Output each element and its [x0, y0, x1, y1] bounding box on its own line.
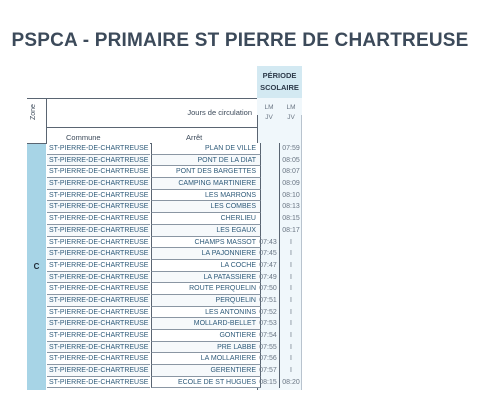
time-cell-1: 07:53	[259, 320, 277, 328]
commune-cell: ST-PIERRE-DE-CHARTREUSE	[47, 166, 150, 178]
table-row	[47, 213, 317, 225]
commune-cell: ST-PIERRE-DE-CHARTREUSE	[47, 342, 150, 354]
period-line-1: PÉRIODE	[262, 71, 297, 80]
time-cell-2: 08:10	[279, 190, 302, 202]
zone-letter: C	[33, 262, 40, 271]
time-cell-1: 07:45	[259, 250, 277, 258]
table-row	[47, 272, 317, 284]
time-cell-1: 07:49	[259, 273, 277, 281]
time-cell-2: I	[279, 353, 302, 365]
time-cell-1: 07:47	[259, 261, 277, 269]
table-row	[47, 248, 317, 260]
commune-cell: ST-PIERRE-DE-CHARTREUSE	[47, 272, 150, 284]
stop-cell: LA PAJONNIERE	[151, 248, 261, 260]
commune-cell: ST-PIERRE-DE-CHARTREUSE	[47, 237, 150, 249]
stop-cell: CAMPING MARTINIERE	[151, 178, 261, 190]
stop-cell: ECOLE DE ST HUGUES	[151, 377, 261, 389]
days-line-1: LM	[286, 104, 296, 111]
stop-cell: LES COMBES	[151, 201, 261, 213]
commune-cell: ST-PIERRE-DE-CHARTREUSE	[47, 318, 150, 330]
stop-cell: CHAMPS MASSOT	[151, 237, 261, 249]
table-row	[47, 166, 317, 178]
commune-cell: ST-PIERRE-DE-CHARTREUSE	[47, 353, 150, 365]
time-cell-1: 07:52	[259, 308, 277, 316]
time-cell-1: 07:55	[259, 343, 277, 351]
time-cell-2: 08:07	[279, 166, 302, 178]
commune-cell: ST-PIERRE-DE-CHARTREUSE	[47, 143, 150, 155]
time-cell-2: I	[279, 237, 302, 249]
table-row	[47, 353, 317, 365]
commune-cell: ST-PIERRE-DE-CHARTREUSE	[47, 225, 150, 237]
stop-cell: LA MOLLARIERE	[151, 353, 261, 365]
table-row	[47, 225, 317, 237]
stop-cell: PLAN DE VILLE	[151, 143, 261, 155]
time-cell-2: I	[279, 342, 302, 354]
table-row	[47, 143, 317, 155]
stop-cell: PRE LABBE	[151, 342, 261, 354]
commune-cell: ST-PIERRE-DE-CHARTREUSE	[47, 155, 150, 167]
table-row	[47, 178, 317, 190]
period-line-2: SCOLAIRE	[260, 83, 299, 92]
header-vertical-line	[46, 98, 47, 144]
table-row	[47, 377, 317, 389]
table-row	[47, 201, 317, 213]
time-cell-1: 08:15	[259, 378, 277, 386]
time-cell-2: I	[279, 307, 302, 319]
time-cell-2: I	[279, 365, 302, 377]
table-row	[47, 330, 317, 342]
stop-cell: CHERLIEU	[151, 213, 261, 225]
stop-cell: GERENTIERE	[151, 365, 261, 377]
days-of-service-2	[280, 103, 302, 123]
period-header	[257, 66, 302, 98]
days-of-service-1	[258, 103, 280, 123]
jours-de-circulation-header: Jours de circulation	[187, 108, 252, 117]
commune-cell: ST-PIERRE-DE-CHARTREUSE	[47, 201, 150, 213]
days-line-2: JV	[287, 114, 295, 121]
table-row	[47, 155, 317, 167]
table-row	[47, 237, 317, 249]
stop-cell: ROUTE PERQUELIN	[151, 283, 261, 295]
commune-cell: ST-PIERRE-DE-CHARTREUSE	[47, 377, 150, 389]
page-title: PSPCA - PRIMAIRE ST PIERRE DE CHARTREUSE	[11, 30, 469, 51]
commune-cell: ST-PIERRE-DE-CHARTREUSE	[47, 213, 150, 225]
table-row	[47, 307, 317, 319]
time-cell-1: 07:57	[259, 367, 277, 375]
time-cell-2: 08:15	[279, 213, 302, 225]
stop-cell: LES MARRONS	[151, 190, 261, 202]
time-cell-1: 07:43	[259, 238, 277, 246]
table-row	[47, 318, 317, 330]
days-line-2: JV	[265, 114, 273, 121]
time-cell-2: 07:59	[279, 143, 302, 155]
arret-header: Arrêt	[186, 133, 203, 142]
time-cell-1: 07:50	[259, 285, 277, 293]
days-line-1: LM	[264, 104, 274, 111]
table-row	[47, 365, 317, 377]
header-mid-line	[46, 127, 257, 128]
table-row	[47, 190, 317, 202]
zone-header: Zone	[30, 104, 37, 120]
stop-cell: PONT DE LA DIAT	[151, 155, 261, 167]
time-cell-2: I	[279, 272, 302, 284]
commune-cell: ST-PIERRE-DE-CHARTREUSE	[47, 330, 150, 342]
stop-cell: LES EGAUX	[151, 225, 261, 237]
stop-cell: PERQUELIN	[151, 295, 261, 307]
commune-header: Commune	[66, 133, 101, 142]
time-cell-2: 08:09	[279, 178, 302, 190]
header-top-line	[27, 98, 257, 99]
commune-cell: ST-PIERRE-DE-CHARTREUSE	[47, 295, 150, 307]
time-cell-2: 08:17	[279, 225, 302, 237]
stop-cell: LA PATASSIERE	[151, 272, 261, 284]
stop-cell: MOLLARD-BELLET	[151, 318, 261, 330]
time-cell-1: 07:56	[259, 355, 277, 363]
time-cell-2: I	[279, 318, 302, 330]
table-row	[47, 342, 317, 354]
stop-cell: LES ANTONINS	[151, 307, 261, 319]
commune-cell: ST-PIERRE-DE-CHARTREUSE	[47, 365, 150, 377]
commune-cell: ST-PIERRE-DE-CHARTREUSE	[47, 248, 150, 260]
stop-cell: GONTIERE	[151, 330, 261, 342]
time-cell-2: I	[279, 295, 302, 307]
table-row	[47, 295, 317, 307]
commune-cell: ST-PIERRE-DE-CHARTREUSE	[47, 260, 150, 272]
commune-cell: ST-PIERRE-DE-CHARTREUSE	[47, 178, 150, 190]
commune-cell: ST-PIERRE-DE-CHARTREUSE	[47, 307, 150, 319]
commune-cell: ST-PIERRE-DE-CHARTREUSE	[47, 190, 150, 202]
table-row	[47, 260, 317, 272]
stop-cell: PONT DES BARGETTES	[151, 166, 261, 178]
time-cell-2: 08:13	[279, 201, 302, 213]
time-cell-2: I	[279, 283, 302, 295]
time-cell-2: 08:20	[279, 377, 302, 389]
time-cell-1: 07:51	[259, 296, 277, 304]
time-cell-2: I	[279, 330, 302, 342]
time-cell-2: I	[279, 260, 302, 272]
time-cell-2: I	[279, 248, 302, 260]
timetable-rows	[47, 143, 317, 388]
commune-cell: ST-PIERRE-DE-CHARTREUSE	[47, 283, 150, 295]
time-cell-2: 08:05	[279, 155, 302, 167]
table-row	[47, 283, 317, 295]
time-cell-1: 07:54	[259, 332, 277, 339]
stop-cell: LA COCHE	[151, 260, 261, 272]
